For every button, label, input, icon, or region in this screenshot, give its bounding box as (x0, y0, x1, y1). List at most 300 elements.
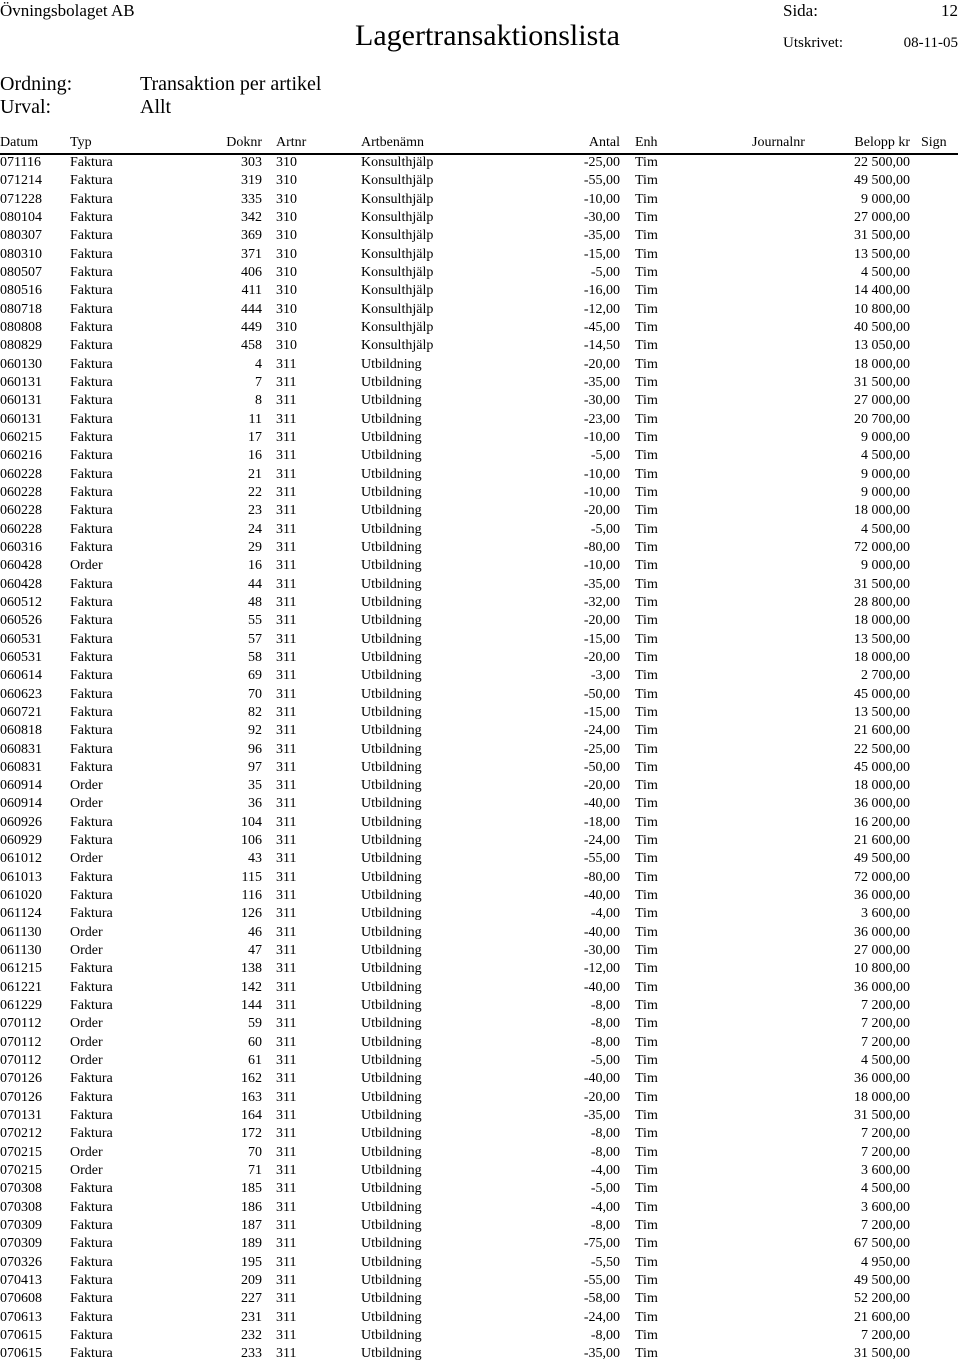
cell-datum: 060428 (0, 576, 42, 592)
cell-artnr: 311 (276, 1181, 297, 1197)
cell-datum: 060131 (0, 374, 42, 390)
cell-belopp: 31 500,00 (854, 1108, 910, 1124)
cell-belopp: 20 700,00 (854, 411, 910, 427)
cell-belopp: 13 500,00 (854, 631, 910, 647)
table-row (0, 484, 960, 502)
cell-antal: -8,00 (590, 1218, 620, 1234)
cell-doknr: 23 (248, 503, 262, 519)
cell-belopp: 3 600,00 (861, 1199, 910, 1215)
cell-antal: -20,00 (583, 1089, 620, 1105)
cell-datum: 080516 (0, 283, 42, 299)
cell-datum: 060215 (0, 429, 42, 445)
cell-artnr: 311 (276, 943, 297, 959)
cell-artnr: 311 (276, 539, 297, 555)
cell-belopp: 27 000,00 (854, 943, 910, 959)
cell-belopp: 2 700,00 (861, 668, 910, 684)
cell-artnr: 311 (276, 356, 297, 372)
table-row (0, 1052, 960, 1070)
cell-doknr: 92 (248, 723, 262, 739)
cell-antal: -20,00 (583, 613, 620, 629)
cell-artnr: 311 (276, 1199, 297, 1215)
cell-antal: -40,00 (583, 979, 620, 995)
cell-datum: 080829 (0, 338, 42, 354)
cell-doknr: 116 (241, 888, 262, 904)
cell-belopp: 7 200,00 (861, 998, 910, 1014)
cell-enh: Tim (635, 1089, 658, 1105)
cell-datum: 070112 (0, 1053, 42, 1069)
cell-enh: Tim (635, 649, 658, 665)
cell-doknr: 16 (248, 558, 262, 574)
cell-typ: Faktura (70, 209, 113, 225)
cell-enh: Tim (635, 429, 658, 445)
cell-artbenamn: Utbildning (361, 649, 422, 665)
table-row (0, 392, 960, 410)
cell-belopp: 4 950,00 (861, 1254, 910, 1270)
cell-typ: Faktura (70, 649, 113, 665)
table-row (0, 429, 960, 447)
cell-enh: Tim (635, 1034, 658, 1050)
cell-doknr: 371 (241, 246, 262, 262)
cell-typ: Faktura (70, 448, 113, 464)
cell-artnr: 311 (276, 741, 297, 757)
cell-artbenamn: Utbildning (361, 888, 422, 904)
cell-typ: Faktura (70, 411, 113, 427)
table-row (0, 686, 960, 704)
cell-datum: 080507 (0, 264, 42, 280)
cell-artbenamn: Konsulthjälp (361, 301, 434, 317)
cell-antal: -8,00 (590, 1016, 620, 1032)
printed-label: Utskrivet: (783, 35, 843, 51)
cell-artnr: 311 (276, 1053, 297, 1069)
printed-date: 08-11-05 (903, 35, 958, 51)
cell-enh: Tim (635, 521, 658, 537)
selection-value: Allt (140, 96, 172, 118)
table-row (0, 942, 960, 960)
cell-datum: 070309 (0, 1218, 42, 1234)
cell-enh: Tim (635, 338, 658, 354)
cell-doknr: 233 (241, 1346, 262, 1362)
cell-doknr: 369 (241, 228, 262, 244)
cell-belopp: 67 500,00 (854, 1236, 910, 1252)
cell-typ: Faktura (70, 961, 113, 977)
cell-typ: Faktura (70, 356, 113, 372)
cell-doknr: 70 (248, 686, 262, 702)
table-row (0, 1107, 960, 1125)
cell-enh: Tim (635, 411, 658, 427)
cell-doknr: 29 (248, 539, 262, 555)
cell-artbenamn: Utbildning (361, 1236, 422, 1252)
table-row (0, 612, 960, 630)
cell-doknr: 22 (248, 484, 262, 500)
cell-artbenamn: Konsulthjälp (361, 246, 434, 262)
cell-doknr: 303 (241, 155, 262, 170)
cell-antal: -40,00 (583, 888, 620, 904)
cell-artbenamn: Konsulthjälp (361, 209, 434, 225)
cell-typ: Faktura (70, 979, 113, 995)
cell-belopp: 7 200,00 (861, 1328, 910, 1343)
transaction-table (0, 154, 960, 1364)
cell-typ: Order (70, 924, 103, 940)
cell-belopp: 18 000,00 (854, 503, 910, 519)
table-row (0, 722, 960, 740)
cell-doknr: 47 (248, 943, 262, 959)
cell-artbenamn: Utbildning (361, 576, 422, 592)
cell-belopp: 49 500,00 (854, 1273, 910, 1289)
cell-artnr: 310 (276, 155, 297, 170)
cell-antal: -15,00 (583, 246, 620, 262)
cell-belopp: 10 800,00 (854, 301, 910, 317)
table-row (0, 960, 960, 978)
cell-antal: -40,00 (583, 924, 620, 940)
cell-artnr: 310 (276, 319, 297, 335)
cell-artbenamn: Konsulthjälp (361, 338, 434, 354)
cell-enh: Tim (635, 209, 658, 225)
cell-artnr: 311 (276, 613, 297, 629)
column-header-typ: Typ (70, 135, 92, 150)
cell-artnr: 311 (276, 466, 297, 482)
cell-artnr: 311 (276, 759, 297, 775)
cell-belopp: 4 500,00 (861, 448, 910, 464)
table-row (0, 1272, 960, 1290)
cell-typ: Faktura (70, 1328, 113, 1343)
cell-artnr: 311 (276, 998, 297, 1014)
cell-artnr: 311 (276, 1291, 297, 1307)
cell-artnr: 311 (276, 1328, 297, 1343)
column-header-sign: Sign (921, 135, 947, 150)
cell-doknr: 7 (255, 374, 262, 390)
cell-doknr: 4 (255, 356, 262, 372)
cell-belopp: 9 000,00 (861, 429, 910, 445)
cell-typ: Faktura (70, 869, 113, 885)
cell-enh: Tim (635, 631, 658, 647)
cell-belopp: 49 500,00 (854, 851, 910, 867)
cell-artbenamn: Utbildning (361, 1309, 422, 1325)
cell-enh: Tim (635, 301, 658, 317)
cell-datum: 060428 (0, 558, 42, 574)
cell-artbenamn: Utbildning (361, 1016, 422, 1032)
cell-artnr: 311 (276, 503, 297, 519)
cell-doknr: 444 (241, 301, 262, 317)
cell-doknr: 70 (248, 1144, 262, 1160)
column-header-artbenamn: Artbenämn (361, 135, 424, 150)
cell-typ: Faktura (70, 613, 113, 629)
cell-doknr: 458 (241, 338, 262, 354)
cell-artnr: 311 (276, 851, 297, 867)
cell-artbenamn: Utbildning (361, 503, 422, 519)
cell-typ: Faktura (70, 1346, 113, 1362)
cell-antal: -3,00 (590, 668, 620, 684)
cell-belopp: 18 000,00 (854, 778, 910, 794)
cell-enh: Tim (635, 503, 658, 519)
cell-artnr: 310 (276, 283, 297, 299)
cell-antal: -18,00 (583, 814, 620, 830)
table-row (0, 667, 960, 685)
cell-typ: Faktura (70, 723, 113, 739)
cell-datum: 060818 (0, 723, 42, 739)
table-row (0, 850, 960, 868)
cell-enh: Tim (635, 466, 658, 482)
cell-typ: Faktura (70, 246, 113, 262)
cell-belopp: 18 000,00 (854, 649, 910, 665)
selection-label: Urval: (0, 96, 52, 118)
cell-doknr: 35 (248, 778, 262, 794)
column-header-belopp: Belopp kr (854, 135, 910, 150)
cell-doknr: 97 (248, 759, 262, 775)
cell-artbenamn: Konsulthjälp (361, 155, 434, 170)
cell-artnr: 311 (276, 631, 297, 647)
cell-doknr: 162 (241, 1071, 262, 1087)
cell-belopp: 36 000,00 (854, 1071, 910, 1087)
cell-enh: Tim (635, 558, 658, 574)
cell-artnr: 311 (276, 1309, 297, 1325)
cell-doknr: 232 (241, 1328, 262, 1343)
cell-doknr: 43 (248, 851, 262, 867)
cell-artnr: 311 (276, 888, 297, 904)
page-label: Sida: (783, 1, 818, 20)
table-row (0, 447, 960, 465)
cell-artbenamn: Utbildning (361, 1328, 422, 1343)
cell-artbenamn: Utbildning (361, 741, 422, 757)
cell-datum: 060228 (0, 484, 42, 500)
cell-typ: Faktura (70, 521, 113, 537)
table-row (0, 795, 960, 813)
cell-artbenamn: Utbildning (361, 668, 422, 684)
cell-typ: Faktura (70, 503, 113, 519)
cell-antal: -16,00 (583, 283, 620, 299)
cell-artnr: 311 (276, 796, 297, 812)
cell-enh: Tim (635, 173, 658, 189)
cell-antal: -40,00 (583, 796, 620, 812)
cell-typ: Faktura (70, 484, 113, 500)
cell-belopp: 18 000,00 (854, 1089, 910, 1105)
cell-antal: -50,00 (583, 686, 620, 702)
cell-typ: Faktura (70, 576, 113, 592)
cell-antal: -80,00 (583, 539, 620, 555)
cell-belopp: 28 800,00 (854, 594, 910, 610)
cell-artbenamn: Utbildning (361, 411, 422, 427)
cell-antal: -20,00 (583, 356, 620, 372)
cell-artnr: 311 (276, 1163, 297, 1179)
cell-doknr: 186 (241, 1199, 262, 1215)
cell-datum: 061012 (0, 851, 42, 867)
cell-artbenamn: Utbildning (361, 466, 422, 482)
cell-enh: Tim (635, 704, 658, 720)
cell-enh: Tim (635, 1016, 658, 1032)
cell-doknr: 61 (248, 1053, 262, 1069)
cell-artnr: 311 (276, 961, 297, 977)
table-row (0, 741, 960, 759)
cell-doknr: 21 (248, 466, 262, 482)
table-row (0, 1015, 960, 1033)
cell-typ: Faktura (70, 191, 113, 207)
cell-belopp: 36 000,00 (854, 924, 910, 940)
cell-datum: 080718 (0, 301, 42, 317)
table-row (0, 246, 960, 264)
cell-antal: -35,00 (583, 228, 620, 244)
cell-enh: Tim (635, 228, 658, 244)
cell-typ: Order (70, 1053, 103, 1069)
cell-typ: Faktura (70, 1071, 113, 1087)
cell-antal: -50,00 (583, 759, 620, 775)
cell-artnr: 311 (276, 1089, 297, 1105)
cell-datum: 060228 (0, 466, 42, 482)
cell-artbenamn: Utbildning (361, 686, 422, 702)
cell-datum: 060926 (0, 814, 42, 830)
cell-antal: -12,00 (583, 301, 620, 317)
cell-datum: 060623 (0, 686, 42, 702)
cell-datum: 060831 (0, 759, 42, 775)
cell-enh: Tim (635, 1236, 658, 1252)
cell-artnr: 311 (276, 1071, 297, 1087)
cell-belopp: 31 500,00 (854, 576, 910, 592)
table-row (0, 869, 960, 887)
cell-antal: -8,00 (590, 1328, 620, 1343)
cell-antal: -5,00 (590, 1181, 620, 1197)
cell-belopp: 27 000,00 (854, 393, 910, 409)
cell-typ: Faktura (70, 1254, 113, 1270)
table-row (0, 1180, 960, 1198)
cell-typ: Faktura (70, 539, 113, 555)
cell-antal: -4,00 (590, 1199, 620, 1215)
cell-typ: Faktura (70, 228, 113, 244)
cell-typ: Order (70, 1016, 103, 1032)
cell-datum: 071116 (0, 155, 41, 170)
cell-typ: Order (70, 943, 103, 959)
cell-typ: Faktura (70, 833, 113, 849)
cell-doknr: 163 (241, 1089, 262, 1105)
cell-artnr: 310 (276, 264, 297, 280)
cell-enh: Tim (635, 613, 658, 629)
cell-antal: -14,50 (583, 338, 620, 354)
cell-doknr: 104 (241, 814, 262, 830)
table-row (0, 576, 960, 594)
cell-artbenamn: Utbildning (361, 723, 422, 739)
cell-antal: -58,00 (583, 1291, 620, 1307)
cell-artnr: 311 (276, 924, 297, 940)
cell-belopp: 3 600,00 (861, 1163, 910, 1179)
cell-artbenamn: Utbildning (361, 979, 422, 995)
cell-typ: Faktura (70, 301, 113, 317)
cell-antal: -24,00 (583, 723, 620, 739)
cell-artbenamn: Utbildning (361, 778, 422, 794)
cell-typ: Faktura (70, 594, 113, 610)
cell-artnr: 311 (276, 1218, 297, 1234)
cell-enh: Tim (635, 319, 658, 335)
cell-artbenamn: Konsulthjälp (361, 228, 434, 244)
cell-enh: Tim (635, 356, 658, 372)
table-row (0, 979, 960, 997)
cell-typ: Faktura (70, 1291, 113, 1307)
cell-enh: Tim (635, 374, 658, 390)
cell-antal: -10,00 (583, 484, 620, 500)
page-number: 12 (941, 1, 958, 20)
cell-artbenamn: Utbildning (361, 393, 422, 409)
cell-doknr: 106 (241, 833, 262, 849)
cell-typ: Faktura (70, 1181, 113, 1197)
table-row (0, 1327, 960, 1345)
cell-enh: Tim (635, 796, 658, 812)
cell-enh: Tim (635, 888, 658, 904)
cell-belopp: 36 000,00 (854, 888, 910, 904)
table-row (0, 1199, 960, 1217)
cell-belopp: 31 500,00 (854, 1346, 910, 1362)
cell-datum: 070112 (0, 1016, 42, 1032)
cell-typ: Faktura (70, 173, 113, 189)
cell-antal: -5,50 (590, 1254, 620, 1270)
cell-doknr: 57 (248, 631, 262, 647)
cell-datum: 070326 (0, 1254, 42, 1270)
cell-artbenamn: Utbildning (361, 1034, 422, 1050)
table-row (0, 557, 960, 575)
cell-datum: 061221 (0, 979, 42, 995)
cell-doknr: 231 (241, 1309, 262, 1325)
cell-artnr: 311 (276, 778, 297, 794)
cell-belopp: 45 000,00 (854, 759, 910, 775)
table-row (0, 759, 960, 777)
cell-artnr: 311 (276, 594, 297, 610)
cell-belopp: 7 200,00 (861, 1034, 910, 1050)
column-header-enh: Enh (635, 135, 658, 150)
cell-antal: -24,00 (583, 833, 620, 849)
cell-artbenamn: Konsulthjälp (361, 191, 434, 207)
cell-belopp: 40 500,00 (854, 319, 910, 335)
cell-enh: Tim (635, 723, 658, 739)
cell-doknr: 185 (241, 1181, 262, 1197)
cell-artnr: 311 (276, 448, 297, 464)
cell-antal: -4,00 (590, 906, 620, 922)
cell-enh: Tim (635, 1199, 658, 1215)
cell-antal: -20,00 (583, 649, 620, 665)
table-row (0, 905, 960, 923)
cell-enh: Tim (635, 539, 658, 555)
cell-enh: Tim (635, 1273, 658, 1289)
cell-belopp: 16 200,00 (854, 814, 910, 830)
cell-antal: -80,00 (583, 869, 620, 885)
cell-doknr: 195 (241, 1254, 262, 1270)
cell-doknr: 126 (241, 906, 262, 922)
cell-enh: Tim (635, 924, 658, 940)
order-label: Ordning: (0, 73, 73, 95)
cell-artbenamn: Utbildning (361, 961, 422, 977)
cell-artnr: 310 (276, 338, 297, 354)
cell-artbenamn: Utbildning (361, 594, 422, 610)
cell-doknr: 48 (248, 594, 262, 610)
cell-typ: Faktura (70, 998, 113, 1014)
cell-artbenamn: Utbildning (361, 429, 422, 445)
cell-antal: -23,00 (583, 411, 620, 427)
cell-antal: -25,00 (583, 155, 620, 170)
table-row (0, 301, 960, 319)
table-row (0, 594, 960, 612)
cell-artbenamn: Utbildning (361, 484, 422, 500)
cell-enh: Tim (635, 264, 658, 280)
cell-enh: Tim (635, 1163, 658, 1179)
cell-belopp: 9 000,00 (861, 484, 910, 500)
table-row (0, 502, 960, 520)
table-row (0, 1309, 960, 1327)
table-row (0, 1290, 960, 1308)
cell-antal: -5,00 (590, 521, 620, 537)
cell-belopp: 7 200,00 (861, 1144, 910, 1160)
cell-datum: 060228 (0, 503, 42, 519)
cell-datum: 080808 (0, 319, 42, 335)
cell-datum: 070215 (0, 1163, 42, 1179)
cell-artbenamn: Utbildning (361, 613, 422, 629)
cell-artbenamn: Utbildning (361, 1181, 422, 1197)
cell-enh: Tim (635, 1071, 658, 1087)
cell-doknr: 96 (248, 741, 262, 757)
cell-belopp: 45 000,00 (854, 686, 910, 702)
